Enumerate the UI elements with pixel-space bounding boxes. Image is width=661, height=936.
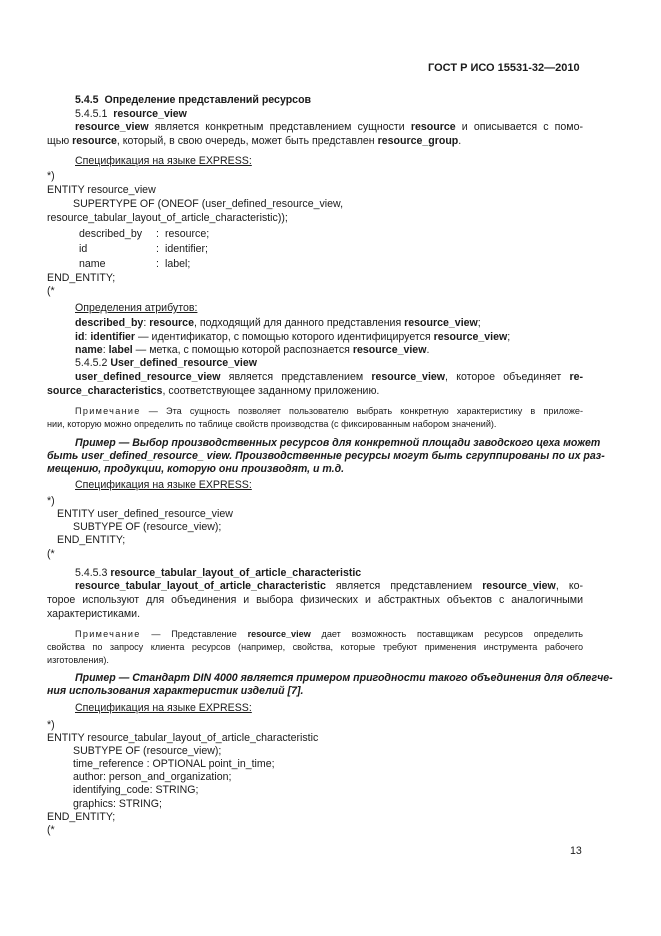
attribute-name: described_by (79, 228, 143, 240)
term: resource (149, 317, 194, 329)
express-spec-label: Спецификация на языке EXPRESS: (75, 479, 252, 491)
code-line: ENTITY resource_view (47, 184, 156, 196)
term: resource_view (482, 580, 556, 592)
text: — метка, с помощью которой распознается (132, 344, 353, 356)
term: described_by (75, 317, 144, 329)
text: , подходящий для данного представления (193, 317, 405, 329)
attribute-colon: : (156, 258, 159, 270)
term: resource_view (75, 121, 149, 133)
code-line: SUBTYPE OF (resource_view); (73, 745, 222, 757)
text: — Представление (140, 629, 248, 639)
term: name (75, 344, 103, 356)
text: . (458, 135, 462, 147)
code-line: (* (47, 285, 55, 297)
paragraph-line (47, 135, 461, 148)
code-line: *) (47, 719, 55, 731)
note-line (75, 405, 583, 417)
subsection-number: 5.4.5.2 (75, 357, 108, 369)
subsection-title: User_defined_resource_view (110, 357, 257, 369)
term: label (108, 344, 133, 356)
example-line: мещению, продукции, которую они производят, и т.д. (47, 463, 345, 475)
code-line: ENTITY resource_tabular_layout_of_article_characteristic (47, 732, 319, 744)
attribute-definitions-label: Определения атрибутов: (75, 302, 198, 314)
text: — Эта сущность позволяет пользователю выбрать конкретную характеристику в приложе- (140, 406, 583, 416)
standard-header: ГОСТ Р ИСО 15531-32—2010 (428, 62, 580, 74)
express-spec-label: Спецификация на языке EXPRESS: (75, 155, 252, 167)
text: : (102, 344, 109, 356)
subsection-number: 5.4.5.1 (75, 108, 108, 120)
subsection-number: 5.4.5.3 (75, 567, 108, 579)
section-title: Определение представлений ресурсов (104, 94, 312, 106)
text: дает возможность поставщикам ресурсов определить (310, 629, 583, 639)
note-line: нии, которую можно определить по таблице свойств производства (с фиксированным набором значений). (47, 419, 497, 429)
code-line: author: person_and_organization; (73, 771, 232, 783)
code-line: *) (47, 170, 55, 182)
subsection-heading (75, 357, 257, 370)
code-line: ENTITY user_defined_resource_view (57, 508, 233, 520)
subsection-title: resource_tabular_layout_of_article_characteristic (110, 567, 362, 579)
code-line: identifying_code: STRING; (73, 784, 199, 796)
term: source_characteristics (47, 385, 163, 397)
subsection-heading (75, 567, 361, 580)
page-number: 13 (570, 845, 582, 857)
example-line: Пример — Стандарт DIN 4000 является примером пригодности такого объединения для облегче- (75, 672, 613, 684)
code-line: END_ENTITY; (47, 272, 116, 284)
attribute-type: resource; (165, 228, 210, 240)
text: , которое объединяет (445, 371, 570, 383)
text: , ко- (555, 580, 583, 592)
code-line: graphics: STRING; (73, 798, 162, 810)
attribute-colon: : (156, 228, 159, 240)
term: user_defined_resource_view (75, 371, 221, 383)
text: является конкретным представлением сущности (148, 121, 411, 133)
paragraph-line (75, 121, 583, 134)
text: является представлением (325, 580, 483, 592)
text: и описывается с помо- (455, 121, 584, 133)
paragraph-line (47, 385, 379, 398)
attribute-definition (75, 317, 481, 330)
term: resource_tabular_layout_of_article_characteristic (75, 580, 326, 592)
term: resource (410, 121, 456, 133)
text: ; (477, 317, 481, 329)
term: resource_view (371, 371, 446, 383)
express-spec-label: Спецификация на языке EXPRESS: (75, 702, 252, 714)
note-label: Примечание (75, 406, 141, 416)
code-line: *) (47, 495, 55, 507)
paragraph-line: характеристиками. (47, 608, 141, 620)
code-line: resource_tabular_layout_of_article_characteristic)); (47, 212, 288, 224)
attribute-definition (75, 331, 510, 344)
attribute-definition (75, 344, 429, 357)
term: resource_view (352, 344, 427, 356)
example-line: быть user_defined_resource_ view. Производственные ресурсы могут быть сгруппированы по их раз- (47, 450, 605, 462)
text: : (143, 317, 150, 329)
note-line: изготовления). (47, 655, 109, 665)
term: resource_view (404, 317, 478, 329)
section-heading (75, 94, 311, 107)
term: resource (72, 135, 117, 147)
example-line: ния использования характеристик изделий [7]. (47, 685, 304, 697)
attribute-type: identifier; (165, 243, 208, 255)
attribute-colon: : (156, 243, 159, 255)
note-label: Примечание (75, 629, 141, 639)
subsection-title: resource_view (113, 108, 187, 120)
section-number: 5.4.5 (75, 94, 99, 106)
attribute-name: id (79, 243, 88, 255)
paragraph-line: торое используют для объединения и выбора физических и абстрактных объектов с аналогичными (47, 594, 583, 606)
paragraph-line (75, 580, 583, 593)
text: ; (507, 331, 511, 343)
text: , соответствующее заданному приложению. (162, 385, 380, 397)
term: resource_view (247, 629, 311, 639)
subsection-heading (75, 108, 187, 121)
example-line: Пример — Выбор производственных ресурсов для конкретной площади заводского цеха может (75, 437, 601, 449)
text: — идентификатор, с помощью которого идентифицируется (135, 331, 434, 343)
term: re- (569, 371, 584, 383)
text: . (426, 344, 430, 356)
code-line: time_reference : OPTIONAL point_in_time; (73, 758, 275, 770)
code-line: SUBTYPE OF (resource_view); (73, 521, 222, 533)
code-line: END_ENTITY; (57, 534, 126, 546)
term: identifier (90, 331, 136, 343)
text: , который, в свою очередь, может быть представлен (116, 135, 378, 147)
term: resource_view (433, 331, 508, 343)
text: является представлением (220, 371, 372, 383)
code-line: END_ENTITY; (47, 811, 116, 823)
term: resource_group (377, 135, 459, 147)
attribute-type: label; (165, 258, 191, 270)
attribute-name: name (79, 258, 106, 270)
note-line: свойства по запросу клиента ресурсов (например, свойства, которые требуют применения инструмента рабочего (47, 642, 583, 652)
code-line: (* (47, 824, 55, 836)
paragraph-line (75, 371, 583, 384)
text: : (84, 331, 91, 343)
term: id (75, 331, 85, 343)
note-line (75, 628, 583, 640)
code-line: (* (47, 548, 55, 560)
code-line: SUPERTYPE OF (ONEOF (user_defined_resource_view, (73, 198, 344, 210)
text: щью (47, 135, 73, 147)
